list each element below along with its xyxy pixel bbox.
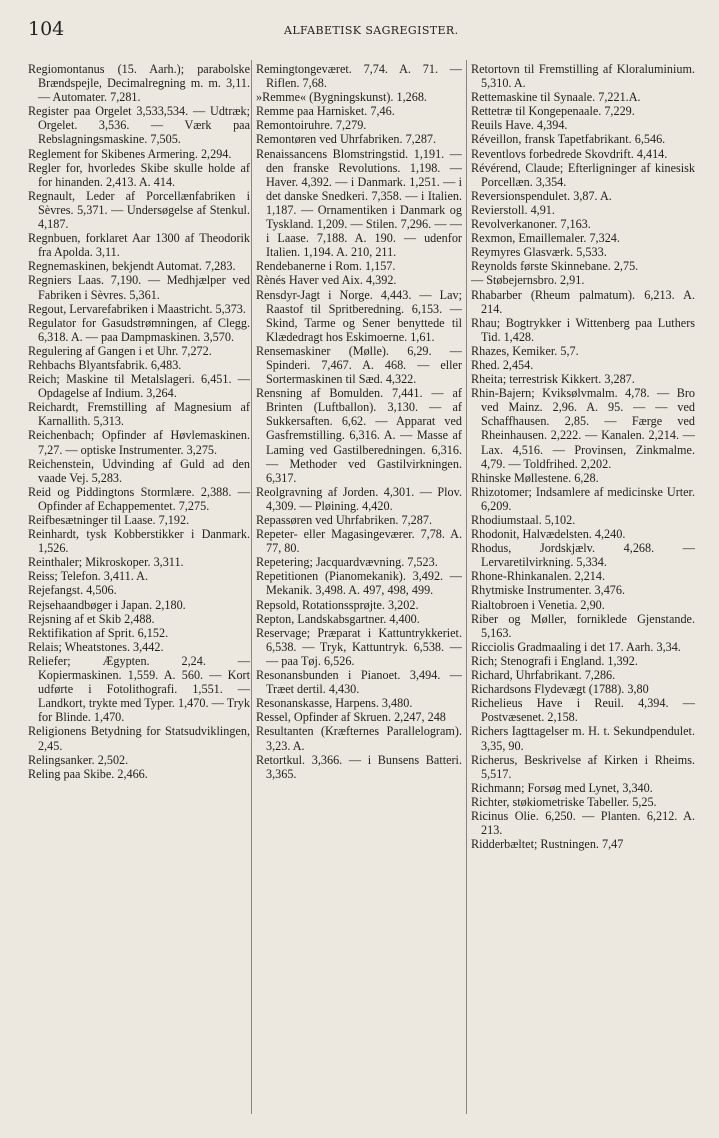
- index-entry: Rejsehaandbøger i Japan. 2,180.: [28, 597, 186, 612]
- index-entry: Rhinske Møllestene. 6,28.: [471, 470, 599, 485]
- index-entry: Richers Iagttagelser m. H. t. Sekundpendulet. 3,35, 90.: [471, 724, 695, 753]
- index-entry: Regnault, Leder af Porcellænfabriken i Sèvres. 5,371. — Undersøgelse af Stenkul. 4,187.: [28, 188, 250, 232]
- index-entry: Rehbachs Blyantsfabrik. 6,483.: [28, 357, 182, 372]
- index-entry: Richter, støkiometriske Tabeller. 5,25.: [471, 794, 657, 809]
- index-entry: Rhone-Rhinkanalen. 2,214.: [471, 569, 606, 584]
- index-entry: Reynolds første Skinnebane. 2,75.: [471, 259, 639, 274]
- index-entry: Reolgravning af Jorden. 4,301. — Plov. 4,309. — Pløining. 4,420.: [256, 484, 462, 513]
- index-entry: Rektifikation af Sprit. 6,152.: [28, 625, 169, 640]
- running-title: ALFABETISK SAGREGISTER.: [284, 24, 459, 37]
- index-entry: Rhau; Bogtrykker i Wittenberg paa Luthers Tid. 1,428.: [471, 315, 695, 344]
- index-entry: Renaissancens Blomstringstid. 1,191. — den franske Revolutions. 1,198. — Haver. 4,392. — i Danmark. 1,251. — i det danske Snedkeri. 7,358. — i Italien. 1,187. — Ornamentiken i Danmark og Tyskland. 1,209. — Stilen. 7,296. — — i Laase. 7,188. A. 190. — udenfor Italien. 1,194. A. 210, 211.: [256, 146, 462, 260]
- index-entry: Revolverkanoner. 7,163.: [471, 217, 591, 232]
- index-entry: Reichenstein, Udvinding af Guld ad den vaade Vej. 5,283.: [28, 456, 250, 485]
- index-entry: Revierstoll. 4,91.: [471, 202, 555, 217]
- index-entry: Reling paa Skibe. 2,466.: [28, 766, 148, 781]
- index-entry: Richard, Uhrfabrikant. 7,286.: [471, 668, 616, 683]
- index-entry: Ridderbæltet; Rustningen. 7,47: [471, 837, 624, 852]
- index-entry: Reich; Maskine til Metalslageri. 6,451. — Opdagelse af Indium. 3,264.: [28, 372, 250, 401]
- index-entry: Rhazes, Kemiker. 5,7.: [471, 343, 579, 358]
- index-entry: Rhodiumstaal. 5,102.: [471, 513, 576, 527]
- index-entry: Reliefer; Ægypten. 2,24. — Kopiermaskinen. 1,559. A. 560. — Kort udførte i Fotolithografi. 1,551. — Landkort, trykte med Typer. 1,470. — Tryk for Blinde. 1,470.: [28, 653, 250, 725]
- index-entry: Reventlovs forbedrede Skovdrift. 4,414.: [471, 146, 668, 161]
- index-entry: Rhizotomer; Indsamlere af medicinske Urter. 6,209.: [471, 484, 695, 513]
- index-entry: Rensning af Bomulden. 7,441. — af Brinten (Luftballon). 3,130. — af Sukkersaften. 6,62. — Apparat ved Gasfremstilling. 6,316. A. — Masse af Laming ved Gastilberedningen. 6,316. — Methoder ved Gastilvirkningen. 6,317.: [256, 386, 462, 485]
- index-entry: Révérend, Claude; Efterligninger af kinesisk Porcellæn. 3,354.: [471, 160, 695, 189]
- index-entry: Resultanten (Kræfternes Parallelogram). 3,23. A.: [256, 724, 462, 753]
- index-entry: Resonanskasse, Harpens. 3,480.: [256, 696, 413, 711]
- index-entry: Rhabarber (Rheum palmatum). 6,213. A. 214.: [471, 287, 695, 316]
- index-entry: Rhodus, Jordskjælv. 4,268. — Lervaretilvirkning. 5,334.: [471, 541, 695, 570]
- index-entry: Repassøren ved Uhrfabriken. 7,287.: [256, 513, 432, 527]
- index-entry: Reuils Have. 4,394.: [471, 118, 568, 133]
- index-entry: Relingsanker. 2,502.: [28, 752, 129, 767]
- index-entry: Richerus, Beskrivelse af Kirken i Rheims. 5,517.: [471, 752, 695, 781]
- index-entry: Reid og Piddingtons Stormlære. 2,388. — Opfinder af Echappementet. 7,275.: [28, 484, 250, 513]
- index-column-right: [471, 62, 695, 1118]
- index-entry: Relais; Wheatstones. 3,442.: [28, 639, 164, 654]
- index-column-middle: [256, 62, 462, 1118]
- column-divider: [466, 60, 467, 1114]
- index-entry: Rettetræ til Kongepenaale. 7,229.: [471, 104, 635, 119]
- index-entry: Rènés Haver ved Aix. 4,392.: [256, 273, 397, 288]
- index-entry: Rhin-Bajern; Kviksølvmalm. 4,78. — Bro ved Mainz. 2,96. A. 95. — — ved Schaffhausen. 2,85. — Færge ved Rheinhausen. 2,222. — Kanalen. 2,214. — Lax. 4,516. — Provinsen, Zinkmalme. 4,79. — Toldfrihed. 2,202.: [471, 386, 695, 471]
- index-entry: Regnemaskinen, bekjendt Automat. 7,283.: [28, 259, 236, 274]
- index-entry: Remme paa Harnisket. 7,46.: [256, 104, 395, 119]
- index-entry: Rettemaskine til Synaale. 7,221.A.: [471, 90, 641, 105]
- index-entry: Regler for, hvorledes Skibe skulle holde af for hinanden. 2,413. A. 414.: [28, 160, 250, 189]
- page-number: 104: [28, 18, 65, 40]
- index-entry: Rensdyr-Jagt i Norge. 4,443. — Lav; Raastof til Spritberedning. 6,153. — Skind, Tarme og Sener benyttede til Klædedragt hos Eskimoerne. 1,61.: [256, 287, 462, 344]
- index-entry: Register paa Orgelet 3,533,534. — Udtræk; Orgelet. 3,536. — Værk paa Rebslagningsmaskine. 7,505.: [28, 104, 250, 147]
- index-entry: Reichardt, Fremstilling af Magnesium af Karnallith. 5,313.: [28, 400, 250, 429]
- index-entry: Rendebanerne i Rom. 1,157.: [256, 259, 396, 274]
- index-entry: Rensemaskiner (Mølle). 6,29. — Spinderi. 7,467. A. 468. — eller Sortermaskinen til Sæd. 4,322.: [256, 343, 462, 387]
- index-entry: Remontøren ved Uhrfabriken. 7,287.: [256, 132, 437, 147]
- index-entry: Richelieus Have i Reuil. 4,394. — Postvæsenet. 2,158.: [471, 696, 695, 725]
- index-entry: Regniers Laas. 7,190. — Medhjælper ved Fabriken i Sèvres. 5,361.: [28, 273, 250, 302]
- page-header: [28, 18, 689, 46]
- index-entry: Reglement for Skibenes Armering. 2,294.: [28, 146, 232, 161]
- index-entry: Réveillon, fransk Tapetfabrikant. 6,546.: [471, 132, 666, 147]
- index-entry: Repeter- eller Magasingeværer. 7,78. A. 77, 80.: [256, 527, 462, 556]
- column-divider: [251, 60, 252, 1114]
- index-entry: Repton, Landskabsgartner. 4,400.: [256, 611, 420, 626]
- index-entry: Rexmon, Emaillemaler. 7,324.: [471, 231, 620, 246]
- index-entry: Regulering af Gangen i et Uhr. 7,272.: [28, 343, 212, 358]
- index-entry: Reinthaler; Mikroskoper. 3,311.: [28, 555, 184, 570]
- index-entry: Rhytmiske Instrumenter. 3,476.: [471, 583, 626, 598]
- index-entry: Regout, Lervarefabriken i Maastricht. 5,373.: [28, 301, 246, 316]
- index-entry: Richmann; Forsøg med Lynet, 3,340.: [471, 780, 653, 795]
- index-entry: — Støbejernsbro. 2,91.: [471, 273, 585, 288]
- index-entry: Reymyres Glasværk. 5,533.: [471, 245, 607, 260]
- index-entry: Remontoiruhre. 7,279.: [256, 118, 367, 133]
- index-entry: Retortkul. 3,366. — i Bunsens Batteri. 3,365.: [256, 752, 462, 781]
- index-entry: Resonansbunden i Pianoet. 3,494. — Træet dertil. 4,430.: [256, 668, 462, 697]
- index-entry: Riber og Møller, forniklede Gjenstande. 5,163.: [471, 611, 695, 640]
- index-entry: Rialtobroen i Venetia. 2,90.: [471, 597, 605, 612]
- index-entry: Reversionspendulet. 3,87. A.: [471, 188, 612, 203]
- index-entry: Rejefangst. 4,506.: [28, 583, 117, 598]
- index-entry: Regnbuen, forklaret Aar 1300 af Theodorik fra Apolda. 3,11.: [28, 231, 250, 260]
- index-entry: Reiss; Telefon. 3,411. A.: [28, 569, 148, 584]
- index-entry: Reifbesætninger til Laase. 7,192.: [28, 513, 190, 527]
- index-entry: Reichenbach; Opfinder af Høvlemaskinen. 7,27. — optiske Instrumenter. 3,275.: [28, 428, 250, 457]
- index-entry: Repetering; Jacquardvævning. 7,523.: [256, 555, 438, 570]
- index-entry: Reinhardt, tysk Kobberstikker i Danmark. 1,526.: [28, 527, 250, 556]
- index-entry: Ricinus Olie. 6,250. — Planten. 6,212. A. 213.: [471, 808, 695, 838]
- index-entry: Regulator for Gasudstrømningen, af Clegg. 6,318. A. — paa Dampmaskinen. 3,570.: [28, 315, 250, 344]
- index-entry: Repsold, Rotationssprøjte. 3,202.: [256, 597, 419, 612]
- index-entry: Reservage; Præparat i Kattuntrykkeriet. 6,538. — Tryk, Kattuntryk. 6,538. — — paa Tøj. 6,526.: [256, 625, 462, 668]
- index-entry: Rich; Stenografi i England. 1,392.: [471, 653, 638, 668]
- index-entry: Ricciolis Gradmaaling i det 17. Aarh. 3,34.: [471, 639, 681, 654]
- index-entry: Repetitionen (Pianomekanik). 3,492. — Mekanik. 3,498. A. 497, 498, 499.: [256, 569, 462, 598]
- index-column-left: [28, 62, 250, 1118]
- index-entry: Rheita; terrestrisk Kikkert. 3,287.: [471, 372, 635, 387]
- index-entry: Regiomontanus (15. Aarh.); parabolske Brændspejle, Decimalregning m. m. 3,11. — Automater. 7,281.: [28, 62, 250, 105]
- index-entry: Rhodonit, Halvædelsten. 4,240.: [471, 527, 626, 542]
- index-entry: Retortovn til Fremstilling af Kloraluminium. 5,310. A.: [471, 62, 695, 91]
- index-entry: Remingtongeværet. 7,74. A. 71. — Riflen. 7,68.: [256, 62, 462, 91]
- index-entry: Religionens Betydning for Statsudviklingen, 2,45.: [28, 724, 250, 753]
- index-entry: Ressel, Opfinder af Skruen. 2,247, 248: [256, 710, 446, 725]
- index-entry: Richardsons Flydevægt (1788). 3,80: [471, 682, 649, 697]
- index-entry: Rejsning af et Skib 2,488.: [28, 611, 155, 626]
- index-entry: »Remme« (Bygningskunst). 1,268.: [256, 90, 427, 105]
- index-entry: Rhed. 2,454.: [471, 357, 534, 372]
